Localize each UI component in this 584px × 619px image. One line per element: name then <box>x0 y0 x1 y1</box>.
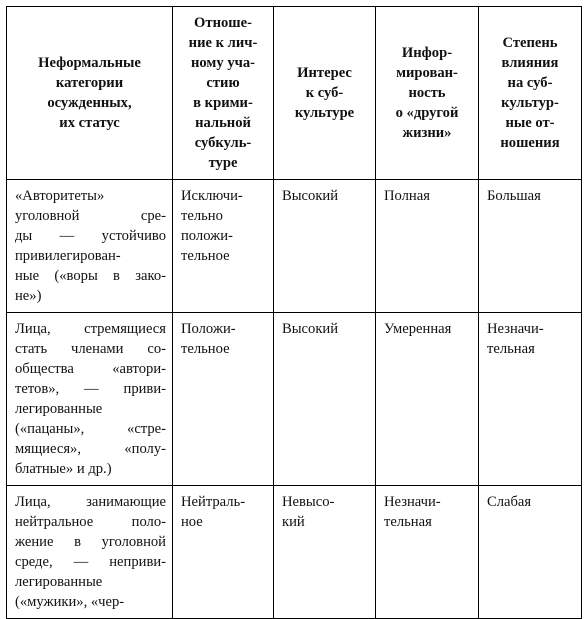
cell-text-line: Умеренная <box>384 321 452 337</box>
cell-text-line: Положи- <box>181 321 236 337</box>
cell-category <box>7 313 173 486</box>
cell-text-line: стать членами со- <box>15 341 166 357</box>
cell-text-line: тетов», — приви- <box>15 381 166 397</box>
cell-text-line: Высокий <box>282 321 339 337</box>
cell-text-line: ность <box>408 85 446 101</box>
table-row <box>7 180 582 313</box>
cell-interest <box>274 486 376 619</box>
cell-text-line: Нейтраль- <box>181 494 246 510</box>
cell-text-line: («мужики», «чер- <box>15 594 125 610</box>
header-influence <box>479 7 582 180</box>
cell-text-line: привилегирован- <box>15 248 121 264</box>
cell-text-line: влияния <box>501 55 559 71</box>
cell-text-line: Незначи- <box>384 494 441 510</box>
cell-influence <box>479 486 582 619</box>
cell-influence <box>479 180 582 313</box>
cell-awareness <box>376 313 479 486</box>
cell-text-line: ние к лич- <box>188 35 258 51</box>
cell-text-line: о «другой <box>395 105 459 121</box>
cell-text-line: культур- <box>501 95 559 111</box>
header-category <box>7 7 173 180</box>
header-awareness <box>376 7 479 180</box>
cell-text-line: осужденных, <box>47 95 132 111</box>
cell-attitude <box>173 180 274 313</box>
cell-text-line: мирован- <box>396 65 458 81</box>
cell-category <box>7 486 173 619</box>
cell-text-line: Лица, занимающие <box>15 494 166 510</box>
table-row <box>7 486 582 619</box>
cell-text-line: Неформальные <box>38 55 141 71</box>
cell-text-line: тельная <box>384 514 432 530</box>
cell-text-line: Отноше- <box>194 15 252 31</box>
cell-text-line: мящиеся», «полу- <box>15 441 166 457</box>
cell-text-line: жизни» <box>402 125 452 141</box>
cell-text-line: Инфор- <box>401 45 453 61</box>
cell-text-line: Полная <box>384 188 430 204</box>
cell-text-line: Незначи- <box>487 321 544 337</box>
cell-text-line: их статус <box>59 115 120 131</box>
cell-text-line: тельно <box>181 208 223 224</box>
cell-text-line: ды — устойчиво <box>15 228 166 244</box>
cell-text-line: не») <box>15 288 42 304</box>
cell-text-line: блатные» и др.) <box>15 461 112 477</box>
cell-text-line: легированные <box>15 574 103 590</box>
cell-text-line: нейтральное поло- <box>15 514 166 530</box>
cell-text-line: Интерес <box>297 65 352 81</box>
cell-text-line: Большая <box>487 188 541 204</box>
cell-text-line: среде, — неприви- <box>15 554 166 570</box>
cell-attitude <box>173 313 274 486</box>
cell-text-line: Лица, стремящиеся <box>15 321 166 337</box>
cell-text-line: на суб- <box>507 75 553 91</box>
cell-text-line: туре <box>208 155 238 171</box>
cell-interest <box>274 313 376 486</box>
cell-text-line: культуре <box>294 105 355 121</box>
table-row <box>7 313 582 486</box>
header-interest <box>274 7 376 180</box>
cell-text-line: ные («воры в зако- <box>15 268 166 284</box>
cell-text-line: Исключи- <box>181 188 243 204</box>
cell-text-line: общества «автори- <box>15 361 166 377</box>
cell-text-line: ные от- <box>505 115 555 131</box>
cell-text-line: Слабая <box>487 494 532 510</box>
cell-text-line: Степень <box>502 35 558 51</box>
cell-text-line: кий <box>282 514 305 530</box>
cell-text-line: тельное <box>181 248 230 264</box>
cell-text-line: легированные <box>15 401 103 417</box>
cell-text-line: категории <box>55 75 124 91</box>
cell-attitude <box>173 486 274 619</box>
cell-influence <box>479 313 582 486</box>
cell-awareness <box>376 486 479 619</box>
cell-text-line: стию <box>206 75 240 91</box>
cell-text-line: уголовной сре- <box>15 208 166 224</box>
cell-text-line: Невысо- <box>282 494 335 510</box>
cell-awareness <box>376 180 479 313</box>
cell-interest <box>274 180 376 313</box>
table-header-row <box>7 7 582 180</box>
cell-text-line: в крими- <box>193 95 253 111</box>
cell-text-line: положи- <box>181 228 233 244</box>
header-attitude <box>173 7 274 180</box>
cell-text-line: субкуль- <box>194 135 252 151</box>
cell-text-line: тельное <box>181 341 230 357</box>
cell-category <box>7 180 173 313</box>
cell-text-line: ному уча- <box>191 55 255 71</box>
cell-text-line: Высокий <box>282 188 339 204</box>
cell-text-line: тельная <box>487 341 535 357</box>
cell-text-line: нальной <box>195 115 251 131</box>
cell-text-line: «Авторитеты» <box>15 188 105 204</box>
cell-text-line: ное <box>181 514 203 530</box>
subculture-table <box>6 6 582 619</box>
cell-text-line: жение в уголовной <box>15 534 166 550</box>
cell-text-line: ношения <box>500 135 560 151</box>
cell-text-line: («пацаны», «стре- <box>15 421 166 437</box>
cell-text-line: к суб- <box>305 85 344 101</box>
